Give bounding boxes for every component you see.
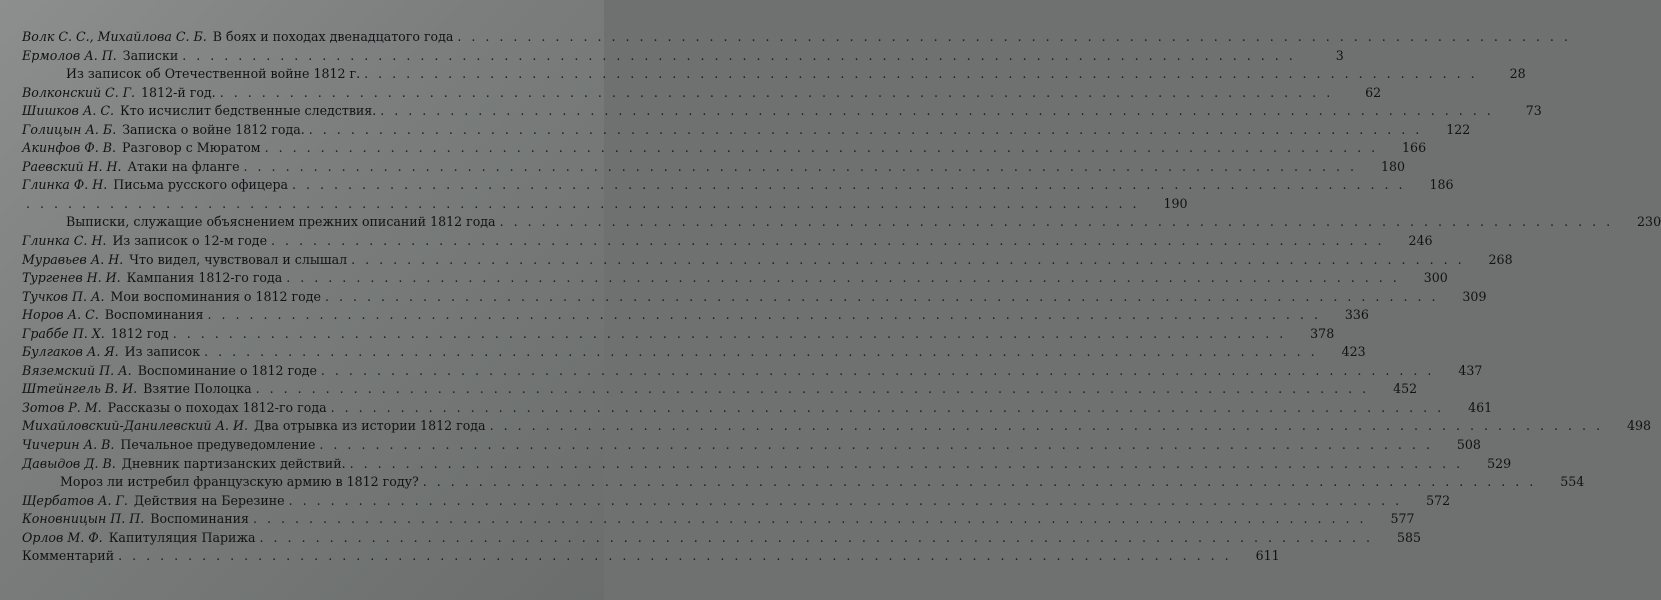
dot-leader — [457, 28, 1571, 47]
toc-entry — [22, 251, 1513, 270]
entry-title: Из записок об Отечественной войне 1812 г. — [66, 66, 361, 82]
toc-entry — [22, 510, 1415, 529]
toc-entry — [22, 436, 1481, 455]
entry-page: 28 — [1509, 66, 1526, 82]
entry-title: Разговор с Мюратом — [121, 140, 261, 156]
entry-page: 62 — [1365, 84, 1382, 100]
entry-page: 572 — [1426, 492, 1451, 508]
entry-page: 246 — [1408, 233, 1433, 249]
entry-page: 166 — [1402, 140, 1427, 156]
toc-entry — [22, 473, 1585, 492]
entry-page: 180 — [1381, 158, 1406, 174]
entry-title: Что видел, чувствовал и слышал — [129, 251, 348, 267]
toc-entry — [22, 417, 1652, 436]
entry-page: 122 — [1446, 121, 1471, 137]
toc-entry — [22, 269, 1448, 288]
entry-title: Записки — [122, 47, 179, 63]
entry-page: 423 — [1341, 344, 1366, 360]
entry-title: Взятие Полоцка — [143, 381, 252, 397]
entry-title: Записка о войне 1812 года. — [122, 121, 305, 137]
dot-leader — [204, 343, 1318, 362]
dot-leader — [380, 102, 1494, 121]
entry-title: Воспоминания — [150, 511, 249, 527]
dot-leader — [253, 510, 1367, 529]
dot-leader — [331, 399, 1445, 418]
entry-author: Шишков А. С. — [22, 103, 115, 119]
entry-author: Михайловский-Данилевский А. И. — [22, 418, 248, 434]
entry-author: Волк С. С., Михайлова С. Б. — [22, 29, 207, 44]
entry-title: Письма русского офицера — [113, 177, 289, 193]
entry-author: Акинфов Ф. В. — [22, 140, 116, 156]
entry-page: 336 — [1344, 307, 1369, 323]
toc-entry — [22, 121, 1471, 140]
toc-entry — [22, 362, 1483, 381]
dot-leader — [207, 306, 1321, 325]
dot-leader — [292, 176, 1406, 195]
toc-entry — [22, 84, 1382, 103]
toc-entry — [22, 158, 1406, 177]
toc-entry — [22, 455, 1512, 474]
entry-page: 461 — [1468, 399, 1493, 415]
entry-author: Штейнгель В. И. — [22, 381, 138, 397]
entry-title: Рассказы о походах 1812-го года — [107, 399, 327, 415]
dot-leader — [265, 139, 1379, 158]
entry-title: 1812-й год. — [141, 84, 216, 100]
entry-title: Действия на Березине — [133, 492, 285, 508]
entry-page: 73 — [1525, 103, 1542, 119]
entry-author: Вяземский П. А. — [22, 362, 132, 378]
entry-page: 230 — [1637, 214, 1661, 230]
table-of-contents — [22, 28, 1661, 566]
entry-page: 437 — [1458, 362, 1483, 378]
entry-page: 378 — [1310, 325, 1335, 341]
entry-title: Мороз ли истребил французскую армию в 1812 году? — [60, 474, 419, 490]
entry-author: Коновницын П. П. — [22, 511, 145, 527]
entry-title: Выписки, служащие объяснением прежних описаний 1812 года — [66, 214, 496, 230]
dot-leader — [351, 251, 1465, 270]
entry-title: Печальное предуведомление — [120, 437, 316, 453]
dot-leader — [173, 325, 1287, 344]
dot-leader — [490, 417, 1604, 436]
toc-entry — [22, 547, 1280, 566]
dot-leader — [364, 65, 1478, 84]
entry-page: 585 — [1397, 529, 1422, 545]
entry-author: Волконский С. Г. — [22, 84, 136, 100]
entry-author: Тучков П. А. — [22, 288, 105, 304]
entry-page: 577 — [1390, 511, 1415, 527]
entry-author: Граббе П. Х. — [22, 325, 105, 341]
entry-title: Воспоминания — [104, 307, 204, 323]
entry-author: Давыдов Д. В. — [22, 455, 116, 471]
entry-title: Комментарий — [22, 548, 115, 564]
entry-page: 529 — [1487, 455, 1512, 471]
entry-page: 498 — [1627, 418, 1652, 434]
dot-leader — [220, 84, 1334, 103]
entry-page: 508 — [1456, 437, 1481, 453]
entry-page: 309 — [1462, 288, 1487, 304]
entry-title: Дневник партизанских действий. — [121, 455, 346, 471]
entry-title: Из записок — [124, 344, 201, 360]
toc-entry — [22, 102, 1542, 121]
entry-author: Ермолов А. П. — [22, 47, 117, 63]
toc-entry — [22, 399, 1493, 418]
toc-entry — [22, 325, 1335, 344]
toc-entry — [22, 380, 1418, 399]
entry-page: 3 — [1335, 47, 1344, 63]
entry-author: Норов А. С. — [22, 307, 99, 323]
entry-author: Чичерин А. В. — [22, 437, 115, 453]
dot-leader — [271, 232, 1385, 251]
entry-author: Щербатов А. Г. — [22, 492, 128, 508]
dot-leader — [500, 213, 1614, 232]
entry-page: 300 — [1423, 270, 1448, 286]
dot-leader — [256, 380, 1370, 399]
toc-entry — [22, 288, 1487, 307]
dot-leader — [182, 47, 1296, 66]
dot-leader — [289, 492, 1403, 511]
entry-page: 611 — [1255, 548, 1280, 564]
toc-entry — [22, 306, 1369, 325]
entry-title: Два отрывка из истории 1812 года — [254, 418, 486, 434]
entry-title: Воспоминание о 1812 годе — [137, 362, 317, 378]
dot-leader — [321, 362, 1435, 381]
entry-page: 554 — [1560, 474, 1585, 490]
entry-author: Орлов М. Ф. — [22, 529, 103, 545]
dot-leader — [319, 436, 1433, 455]
dot-leader — [118, 547, 1232, 566]
entry-author: Тургенев Н. И. — [22, 270, 121, 286]
toc-entry — [22, 529, 1422, 548]
entry-author: Муравьев А. Н. — [22, 251, 124, 267]
entry-title: Из записок о 12-м годе — [112, 233, 268, 249]
entry-title: Кампания 1812-го года — [126, 270, 283, 286]
entry-author: Зотов Р. М. — [22, 399, 102, 415]
dot-leader — [260, 529, 1374, 548]
entry-page: 190 — [1163, 195, 1188, 211]
entry-author: Глинка Ф. Н. — [22, 177, 108, 193]
entry-title: Мои воспоминания о 1812 годе — [110, 288, 321, 304]
entry-title: Капитуляция Парижа — [108, 529, 256, 545]
dot-leader — [244, 158, 1358, 177]
dot-leader — [423, 473, 1537, 492]
toc-entry — [22, 213, 1661, 232]
entry-title: 1812 год — [110, 325, 169, 341]
entry-title: В боях и походах двенадцатого года — [212, 29, 454, 44]
entry-title: Атаки на фланге — [127, 158, 240, 174]
dot-leader — [309, 121, 1423, 140]
entry-title: Кто исчислит бедственные следствия. — [120, 103, 377, 119]
entry-author: Глинка С. Н. — [22, 233, 107, 249]
toc-entry — [22, 65, 1526, 84]
toc-entry — [22, 28, 574, 47]
entry-author: Булгаков А. Я. — [22, 344, 119, 360]
entry-page: 186 — [1429, 177, 1454, 193]
entry-page: 268 — [1488, 251, 1513, 267]
toc-entry — [22, 47, 1344, 66]
toc-entry — [22, 232, 1433, 251]
dot-leader — [350, 455, 1464, 474]
dot-leader — [325, 288, 1439, 307]
dot-leader — [26, 195, 1140, 214]
toc-entry — [22, 139, 1427, 158]
toc-entry — [22, 195, 1188, 214]
dot-leader — [286, 269, 1400, 288]
toc-entry — [22, 176, 1454, 195]
toc-entry — [22, 492, 1451, 511]
entry-page: 452 — [1393, 381, 1418, 397]
entry-author: Раевский Н. Н. — [22, 158, 122, 174]
entry-author: Голицын А. Б. — [22, 121, 117, 137]
toc-entry — [22, 343, 1366, 362]
